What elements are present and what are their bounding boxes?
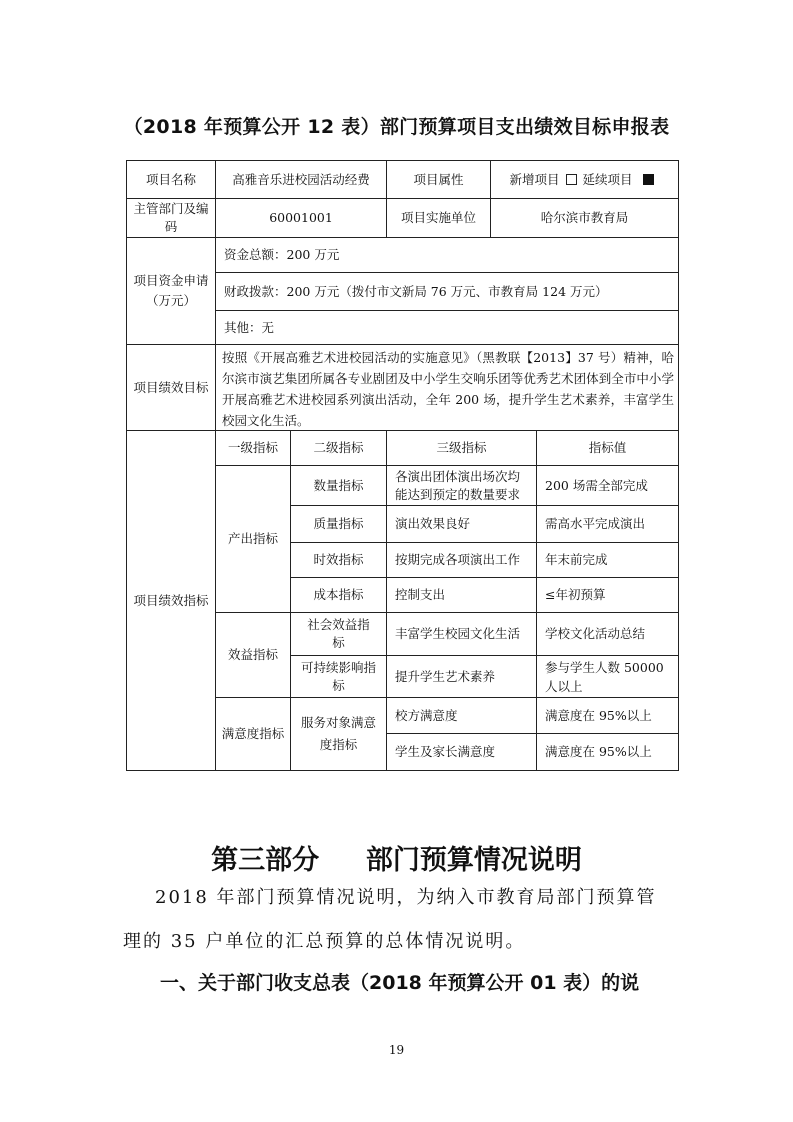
level2-cell: 可持续影响指标 [290,655,387,698]
value-cell: 满意度在 95%以上 [536,697,679,734]
level1-output: 产出指标 [215,465,291,613]
value-cell: ≤年初预算 [536,577,679,613]
value-cell: 200 场需全部完成 [536,465,679,506]
level2-cell: 成本指标 [290,577,387,613]
value-cell: 学校文化活动总结 [536,612,679,656]
attr-new-checkbox[interactable] [566,174,577,185]
level3-cell: 各演出团体演出场次均能达到预定的数量要求 [386,465,537,506]
level2-cell: 时效指标 [290,542,387,578]
impl-unit-label: 项目实施单位 [386,198,491,238]
section-title [0,838,793,877]
dept-label: 主管部门及编码 [126,198,216,238]
subsection-heading: 一、关于部门收支总表（2018 年预算公开 01 表）的说 [160,972,640,994]
dept-code: 60001001 [215,198,387,238]
attr-new-label: 新增项目 [509,171,560,187]
level2-cell: 数量指标 [290,465,387,506]
section-title-text: 部门预算情况说明 [365,845,582,876]
level3-cell: 校方满意度 [386,697,537,734]
funds-fiscal: 财政拨款：200 万元（拨付市文新局 76 万元、市教育局 124 万元） [215,272,679,311]
level3-cell: 丰富学生校园文化生活 [386,612,537,656]
level2-cell: 服务对象满意度指标 [290,697,387,771]
level2-cell: 质量指标 [290,505,387,543]
project-attr-options [490,160,679,199]
attr-continue-label: 延续项目 [582,171,633,187]
funds-label: 项目资金申请（万元） [126,237,216,345]
goal-text: 按照《开展高雅艺术进校园活动的实施意见》（黑教联【2013】37 号）精神，哈尔滨市演艺集团所属各专业剧团及中小学生交响乐团等优秀艺术团体到全市中小学开展高雅艺术进校园系列演出活动，全年 200 场，提升学生艺术素养，丰富学生校园文化生活。 [215,344,679,431]
metrics-label: 项目绩效指标 [126,430,216,771]
impl-unit-value: 哈尔滨市教育局 [490,198,679,238]
funds-other: 其他：无 [215,310,679,345]
goal-label: 项目绩效目标 [126,344,216,431]
page-number: 19 [388,1043,405,1057]
funds-total: 资金总额：200 万元 [215,237,679,273]
intro-line-2: 理的 35 户单位的汇总预算的总体情况说明。 [123,931,526,952]
level3-cell: 按期完成各项演出工作 [386,542,537,578]
level2-cell: 社会效益指标 [290,612,387,656]
header-level2: 二级指标 [290,430,387,466]
value-cell: 年末前完成 [536,542,679,578]
project-attr-label: 项目属性 [386,160,491,199]
level3-cell: 学生及家长满意度 [386,733,537,771]
level3-cell: 演出效果良好 [386,505,537,543]
attr-continue-checkbox[interactable] [643,174,654,185]
value-cell: 参与学生人数 50000 人以上 [536,655,679,698]
intro-line-1: 2018 年部门预算情况说明，为纳入市教育局部门预算管 [155,887,657,908]
level3-cell: 提升学生艺术素养 [386,655,537,698]
section-title-part: 第三部分 [211,845,320,876]
value-cell: 需高水平完成演出 [536,505,679,543]
header-level1: 一级指标 [215,430,291,466]
level1-benefit: 效益指标 [215,612,291,698]
level1-satisfaction: 满意度指标 [215,697,291,771]
table-title: （2018 年预算公开 12 表）部门预算项目支出绩效目标申报表 [123,116,670,138]
project-name-label: 项目名称 [126,160,216,199]
value-cell: 满意度在 95%以上 [536,733,679,771]
header-level3: 三级指标 [386,430,537,466]
header-value: 指标值 [536,430,679,466]
level3-cell: 控制支出 [386,577,537,613]
project-name-value: 高雅音乐进校园活动经费 [215,160,387,199]
